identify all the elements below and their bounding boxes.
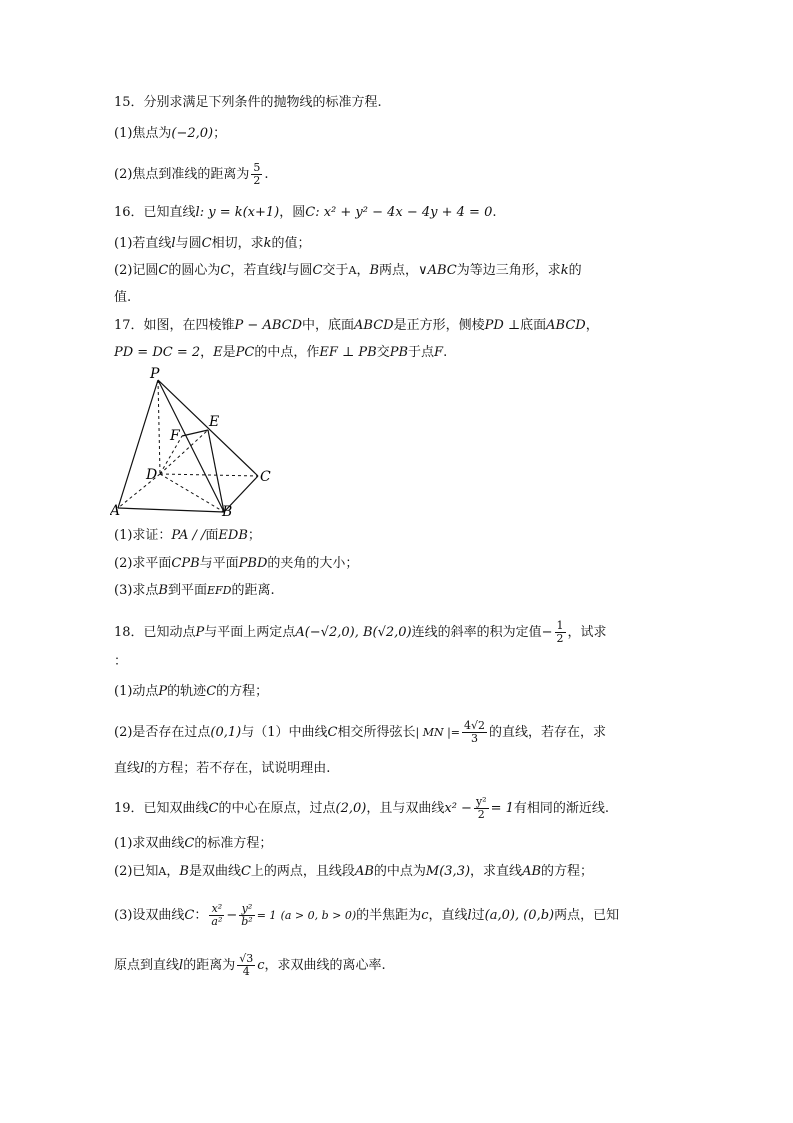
text-run: 与圆 [175, 236, 202, 251]
text-run: 上的两点，且线段 [250, 864, 355, 879]
q19-part1 [114, 835, 272, 853]
q15-p2-fraction [251, 162, 262, 187]
math-run: (0,1) [210, 725, 242, 740]
math-run: C [208, 801, 219, 816]
text-run: 的圆心为 [168, 263, 221, 278]
text-run: 是双曲线 [188, 864, 241, 879]
math-run: C [327, 725, 338, 740]
math-run: | MN |= [415, 726, 461, 739]
text-run: 值. [114, 290, 132, 305]
edge-EB [208, 430, 224, 512]
math-run: k [560, 263, 569, 278]
text-run: 与（1）中曲线 [241, 725, 328, 740]
q16-part2-cont [114, 289, 131, 307]
math-run: B [369, 263, 380, 278]
text-run: 中，底面 [302, 318, 355, 333]
vertex-label-A: A [110, 503, 121, 516]
text-run: 的距离. [231, 583, 275, 598]
fraction-numerator: 5 [253, 161, 261, 174]
edge-PD [158, 380, 160, 474]
text-run: ，若直线 [230, 263, 283, 278]
text-run: 过 [471, 908, 485, 923]
text-run: 原点到直线 [114, 958, 180, 973]
q16-circle-equation: C: x² + y² − 4x − 4y + 4 = 0 [305, 205, 493, 220]
math-run: CPB [171, 556, 200, 571]
text-run: (2)记圆 [114, 263, 159, 278]
vertex-label-F: F [170, 428, 180, 444]
text-run: 与平面 [199, 556, 239, 571]
q18-part1 [114, 683, 268, 701]
q17-part1 [114, 527, 261, 545]
edge-DC [160, 474, 258, 476]
math-run: (2,0) [335, 801, 367, 816]
math-run: EDB [218, 528, 248, 543]
text-run: ，求双曲线的离心率. [264, 958, 386, 973]
q18-stem-cont [114, 653, 127, 671]
q17-part2 [114, 555, 358, 573]
q18-part2-cont [114, 760, 330, 778]
text-run: . [443, 345, 448, 360]
text-run: (2)已知 [114, 864, 159, 879]
fraction-denominator: a² [211, 915, 223, 928]
q17-stem [114, 317, 599, 335]
text-run: 直线 [114, 761, 141, 776]
math-run: B [158, 583, 168, 598]
edge-AB [118, 508, 224, 512]
q17-stem-line2 [114, 344, 447, 362]
text-run: 18．已知动点 [114, 625, 196, 640]
edge-PB [158, 380, 224, 512]
fraction-denominator: 3 [471, 732, 479, 745]
text-run: 17．如图，在四棱锥 [114, 318, 235, 333]
text-run: 交 [376, 345, 390, 360]
q15-p2-suffix: . [264, 167, 269, 182]
text-run: 交于 [322, 263, 349, 278]
text-run: 的中心在原点，过点 [218, 801, 336, 816]
q16-part2 [114, 262, 582, 280]
q18-part2 [114, 720, 606, 745]
math-run: PBD [238, 556, 268, 571]
text-run: (3)设双曲线 [114, 908, 185, 923]
q18-p2-fraction [462, 720, 487, 745]
vertex-label-D: D [146, 467, 158, 483]
vertex-label-C: C [260, 469, 271, 485]
text-run: 两点， [379, 263, 419, 278]
fraction-numerator: x² [209, 903, 224, 916]
math-run: l [179, 958, 184, 973]
math-run: PB [389, 345, 409, 360]
math-run: = 1 [256, 909, 277, 922]
text-run: 的方程； [541, 864, 594, 879]
q19-part3 [114, 903, 619, 928]
q19-p3-fraction-x [209, 903, 224, 928]
text-run: 有相同的渐近线. [513, 801, 609, 816]
text-run: 的直线，若存在，求 [489, 725, 607, 740]
q15-p1-math: (−2,0) [171, 126, 214, 141]
math-run: C [158, 263, 169, 278]
fraction-denominator: b² [241, 915, 253, 928]
math-run: l [467, 908, 472, 923]
fraction-denominator: 2 [253, 174, 261, 187]
math-run: A(−√2,0), B(√2,0) [295, 625, 412, 640]
fraction-numerator: 4√2 [464, 719, 486, 732]
math-run: B [179, 864, 189, 879]
math-run: C [312, 263, 323, 278]
math-run: ∨ABC [418, 263, 457, 278]
text-run: 的标准方程； [194, 836, 273, 851]
fraction-numerator: y² [239, 903, 254, 916]
q19-part2 [114, 863, 593, 881]
text-run: 于点 [408, 345, 435, 360]
q19-stem-fraction [474, 796, 489, 821]
q15-stem-text: 15．分别求满足下列条件的抛物线的标准方程. [114, 95, 382, 110]
text-run: 与圆 [286, 263, 313, 278]
text-run: 19．已知双曲线 [114, 801, 209, 816]
fraction-numerator: y² [475, 795, 487, 808]
fraction-numerator: 1 [556, 619, 564, 632]
text-run: 是正方形，侧棱 [393, 318, 485, 333]
text-run: ，试求 [567, 625, 607, 640]
math-run: c [421, 908, 429, 923]
text-run: A [348, 264, 357, 277]
text-run: 的轨迹 [167, 684, 207, 699]
text-run: 的夹角的大小； [267, 556, 359, 571]
math-run: EFD [207, 584, 232, 597]
pyramid-figure [110, 366, 280, 516]
fraction-denominator: 2 [477, 808, 485, 821]
vertex-label-B: B [222, 504, 233, 516]
text-run: ， [200, 345, 214, 360]
text-run: 连线的斜率的积为定值 [411, 625, 542, 640]
text-run: 为等边三角形，求 [456, 263, 561, 278]
vertex-label-E: E [209, 414, 220, 430]
vertex-label-P: P [150, 366, 160, 382]
text-run: (1)若直线 [114, 236, 172, 251]
math-run: ABCD [546, 318, 586, 333]
math-run: C [220, 263, 231, 278]
math-run: x² − [444, 801, 472, 816]
text-run: 的中点为 [373, 864, 426, 879]
math-run: C [240, 864, 251, 879]
math-run: ABCD [354, 318, 394, 333]
math-run: PD = DC = 2 [114, 345, 201, 360]
pyramid-diagram [110, 366, 280, 516]
math-run: F [434, 345, 444, 360]
text-run: 到平面 [167, 583, 207, 598]
q15-part2 [114, 162, 269, 187]
math-run: − [226, 908, 238, 923]
text-run: 的方程； [216, 684, 269, 699]
text-run: 的距离为 [183, 958, 236, 973]
text-run: ，直线 [428, 908, 468, 923]
math-run: (a > 0, b > 0) [280, 909, 357, 922]
math-run: P [158, 684, 168, 699]
text-run: 的值； [271, 236, 311, 251]
q19-stem [114, 796, 609, 821]
fraction-denominator: 4 [242, 965, 250, 978]
text-run: ： [194, 908, 208, 923]
math-run: − [541, 625, 553, 640]
math-run: E [213, 345, 223, 360]
q16-part1 [114, 235, 310, 253]
text-run: 面 [205, 528, 219, 543]
text-run: (1)求证： [114, 528, 172, 543]
fraction-denominator: 2 [556, 632, 564, 645]
q15-p1-suffix: ； [213, 126, 227, 141]
text-run: 是 [222, 345, 236, 360]
math-run: P − ABCD [234, 318, 303, 333]
math-run: C [206, 684, 217, 699]
q16-stem-prefix: 16．已知直线 [114, 205, 196, 220]
q19-p3-fraction-y [239, 903, 254, 928]
text-run: ，求直线 [470, 864, 523, 879]
text-run: (3)求点 [114, 583, 159, 598]
math-run: l [282, 263, 287, 278]
text-run: 的半焦距为 [356, 908, 422, 923]
q15-p2-text: (2)焦点到准线的距离为 [114, 167, 250, 182]
text-run: ： [114, 654, 128, 669]
q18-stem [114, 620, 607, 645]
math-run: = 1 [490, 801, 514, 816]
text-run: ， [356, 263, 370, 278]
text-run: (2)求平面 [114, 556, 172, 571]
q17-part3 [114, 582, 275, 600]
q16-line-equation: l: y = k(x+1) [195, 205, 280, 220]
math-run: (a,0), (0,b) [484, 908, 555, 923]
text-run: ， [166, 864, 180, 879]
text-run: 与平面上两定点 [204, 625, 296, 640]
text-run: 的 [568, 263, 582, 278]
text-run: 的方程；若不存在，试说明理由. [144, 761, 331, 776]
math-run: PA / / [171, 528, 206, 543]
text-run: 相切，求 [211, 236, 264, 251]
math-run: EF ⊥ PB [319, 345, 377, 360]
text-run: 底面 [520, 318, 547, 333]
edge-DE [160, 430, 208, 474]
q19-part3-cont [114, 953, 386, 978]
q16-stem-suffix: . [492, 205, 497, 220]
text-run: (1)求双曲线 [114, 836, 185, 851]
edge-PA [118, 380, 158, 508]
math-run: C [184, 908, 195, 923]
fraction-numerator: √3 [239, 952, 254, 965]
text-run: A [158, 865, 167, 878]
math-run: c [257, 958, 265, 973]
math-run: M(3,3) [425, 864, 471, 879]
q18-stem-fraction [555, 620, 566, 645]
q16-stem-mid: ，圆 [279, 205, 306, 220]
text-run: 的中点，作 [254, 345, 320, 360]
text-run: (1)动点 [114, 684, 159, 699]
text-run: 相交所得弦长 [337, 725, 416, 740]
q15-p1-text: (1)焦点为 [114, 126, 172, 141]
math-run: l [171, 236, 176, 251]
q15-stem [114, 94, 382, 112]
q16-stem [114, 204, 497, 222]
text-run: (2)是否存在过点 [114, 725, 211, 740]
q19-p3-cont-fraction [237, 953, 255, 978]
math-run: AB [522, 864, 542, 879]
text-run: ； [247, 528, 261, 543]
math-run: C [184, 836, 195, 851]
math-run: PD ⊥ [484, 318, 521, 333]
math-run: PC [235, 345, 255, 360]
text-run: 两点，已知 [554, 908, 620, 923]
math-run: l [140, 761, 145, 776]
math-run: P [195, 625, 205, 640]
text-run: ，且与双曲线 [366, 801, 445, 816]
math-run: k [263, 236, 272, 251]
math-run: AB [354, 864, 374, 879]
q15-part1 [114, 125, 226, 143]
math-run: C [201, 236, 212, 251]
text-run: ， [585, 318, 599, 333]
